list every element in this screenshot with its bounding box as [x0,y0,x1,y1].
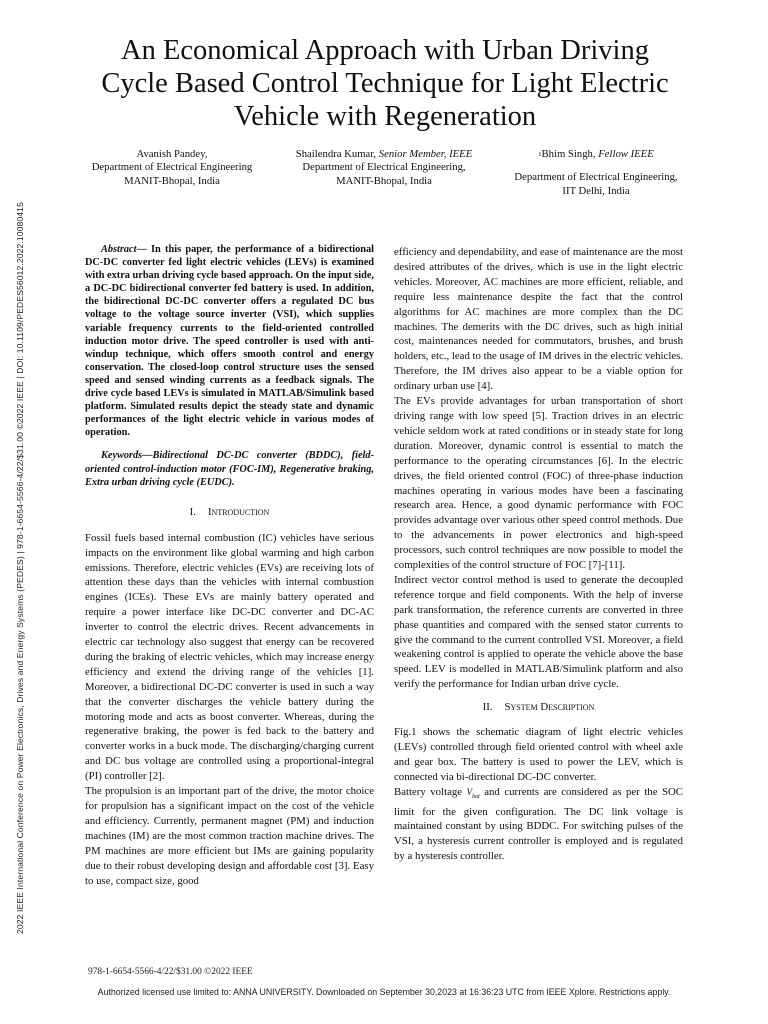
author-role: Fellow IEEE [598,148,654,160]
abstract [85,243,374,439]
section-title: System Description [504,701,595,714]
abstract-dash: — [136,244,147,255]
author-institution: MANIT-Bhopal, India [336,174,432,187]
author-department: Department of Electrical Engineering, [302,161,466,174]
author-name-row [292,148,476,161]
section-title: Introduction [207,505,270,518]
affiliation-mark: 1 [538,151,542,158]
paper-title: An Economical Approach with Urban Driving Cycle Based Control Technique for Light Electric Vehicle with Regeneration [101,35,669,132]
battery-voltage-symbol [466,786,480,800]
author-department: Department of Electrical Engineering, [514,171,678,184]
doi-side-text: 2022 IEEE International Conference on Power Electronics, Drives and Energy Systems (PEDES) | 978-1-6654-5566-4/22/$31.00 ©2022 IEEE | DOI: 10.1109/PEDES56012.2022.10080415 [15,202,25,934]
system-text-a: Battery voltage [394,785,467,798]
section-number: II. [482,701,493,714]
author-institution: MANIT-Bhopal, India [124,174,220,187]
keywords: Keywords—Bidirectional DC-DC converter (BDDC), field-oriented control-induction motor (FOC-IM), Regenerative braking, Extra urban driving cycle (EUDC). [85,450,374,488]
author-name: Shailendra Kumar, [295,148,377,160]
section-heading-system-description [394,700,683,714]
abstract-label: Abstract [101,244,137,255]
author-name-row [506,148,686,161]
author-name-row [84,148,260,161]
section-number: I. [189,505,196,518]
copyright-line: 978-1-6654-5566-4/22/$31.00 ©2022 IEEE [88,967,253,977]
left-column [85,243,374,888]
intro-paragraph-3: efficiency and dependability, and ease of maintenance are the most desired attributes of the drives, which is use in the light electric vehicles. Moreover, AC machines are more efficient, reliable, and require less maintenance despite the fact that the control algorithms for AC machines are more complex than the DC machines. The demerits with the DC drives, such as high initial cost, maintenances needed for commutators, brushes, and brush holders, etc., lead to the usage of IM drives in the electric vehicles. Therefore, the IM drives also appear to be a viable option for ordinary urban use [4]. [394,246,684,393]
license-footer: Authorized licensed use limited to: ANNA UNIVERSITY. Downloaded on September 30,2023 at 16:36:23 UTC from IEEE Xplore. Restrictions apply. [97,987,671,997]
author-block-3 [506,148,686,198]
system-paragraph-1: Fig.1 shows the schematic diagram of light electric vehicles (LEVs) controlled through field oriented control with wheel axle and gear box. The battery is used to power the LEV, which is connected via bi-directional DC-DC converter. [394,726,683,783]
intro-paragraph-1: Fossil fuels based internal combustion (IC) vehicles have serious impacts on the environment like global warming and high carbon emissions. Therefore, electric vehicles (EVs) are receiving lots of attention these days than the vehicles with internal combustion engines (ICEs). These EVs are mainly battery operated and require a power interface like DC-DC converter and DC-AC inverter to control the electric drives. Recent advancements in electric car technology also suggest that energy can be recovered during the braking of electric vehicles, which may increase energy efficiency and extend the driving range of the vehicles [1]. Moreover, a bidirectional DC-DC converter is used in such a way that the converter discharges the vehicle battery during the motoring mode and acts as boost converter. Whereas, during the regenerative braking, the power is fed back to the battery and converter works in a buck mode. The discharging/charging current and DC bus voltage are controlled using a proportional-integral (PI) controller [2]. [85,531,374,783]
intro-paragraph-5: Indirect vector control method is used to generate the decoupled reference torque and field components. With the help of inverse park transformation, the reference currents are converted in three phase quantities and compared with the sensed stator currents to give the command to the current controlled VSI. Moreover, a field weakening control is applied to operate the vehicle above the base speed. LEV is modelled in MATLAB/Simulink platform and also verify the performance for Indian urban drive cycle. [394,573,683,691]
symbol-subscript: bat [472,793,480,800]
section-heading-introduction [85,505,374,519]
author-name: Bhim Singh, [541,148,596,160]
author-name: Avanish Pandey, [136,148,208,160]
abstract-text: In this paper, the performance of a bidirectional DC-DC converter fed light electric vehicles (LEVs) is examined with extra urban driving cycle based approach. On the input side, a DC-DC bidirectional converter fed battery is used. In addition, the bidirectional DC-DC converter offers a regulated DC bus voltage to the voltage source inverter (VSI), which supplies variable frequency currents to the field-oriented controlled induction motor drive. The speed controller is used with anti-windup technique, which offers smooth control and energy conservation. The closed-loop control structure uses the sensed speed and sensed winding currents as a feedback signals. The drive cycle based LEVs is simulated in MATLAB/Simulink based platform. Simulated results depict the steady state and dynamic performances of the light electric vehicle in various modes of operation. [85,244,374,439]
intro-paragraph-2: The propulsion is an important part of the drive, the motor choice for propulsion has a significant impact on the cost of the vehicle and efficiency. Currently, permanent magnet (PM) and induction machines (IM) are the most common traction machine drives. The PM machines are more efficient but IMs are gaining popularity due to their robust developing design and affordable cost [3]. Easy to use, compact size, good [85,785,374,887]
system-text-b: and currents are considered as per the SOC limit for the given configuration. The DC link voltage is maintained constant by using BDDC. For switching pulses of the VSI, a hysteresis current controller is employed and is regulated by a hysteresis controller. [394,785,683,863]
author-institution: IIT Delhi, India [562,184,630,197]
author-block-2 [292,148,476,188]
intro-paragraph-4: The EVs provide advantages for urban transportation of short driving range with low speed [5]. Traction drives in an electric vehicle seldom work at rated conditions or in steady state for long duration. Moreover, dynamic control is essential to match the performance to the operating circumstances [6]. In the electric drives, the field oriented control (FOC) of three-phase induction machines operating in various modes have been a fascinating research area. Hence, a good dynamic performance with FOC provides advantage over various other speed control methods. Due to the advancements in power electronics and high-speed processors, such control techniques are now possible to model the complexities of the control structure of FOC [7]-[11]. [394,395,683,572]
system-paragraph-2 [394,785,683,864]
right-column [394,245,683,864]
doi-side-strip [12,188,28,948]
author-role: Senior Member, IEEE [378,148,473,160]
symbol-v: V [466,786,473,797]
author-department: Department of Electrical Engineering [91,161,253,174]
author-block-1 [84,148,260,188]
